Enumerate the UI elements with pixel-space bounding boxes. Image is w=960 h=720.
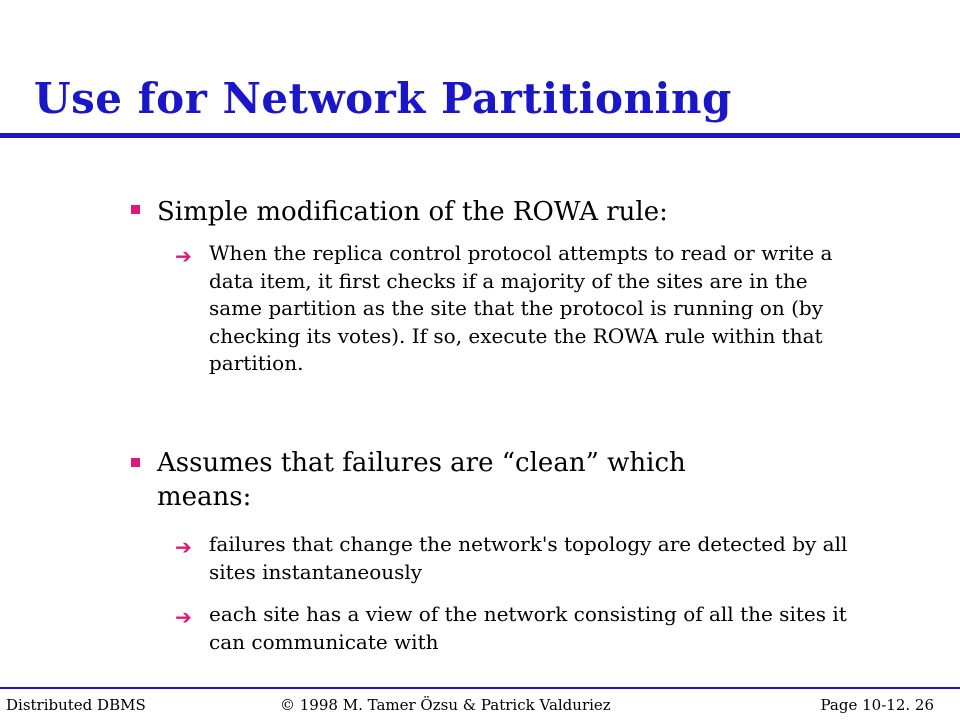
slide-title: Use for Network Partitioning — [34, 74, 732, 123]
footer-page-number: Page 10-12. 26 — [820, 696, 934, 714]
square-bullet-icon — [131, 205, 140, 214]
footer-course: Distributed DBMS — [6, 696, 146, 714]
bullet-2-subitem-1: failures that change the network's topology are detected by all sites instantaneously — [209, 532, 848, 584]
arrow-right-icon: ➔ — [175, 605, 192, 629]
bullet-1-text: Simple modification of the ROWA rule: — [157, 197, 668, 227]
footer-copyright: © 1998 M. Tamer Özsu & Patrick Valduriez — [280, 696, 611, 714]
bullet-2-subitem-2: each site has a view of the network consisting of all the sites it can communicate with — [209, 602, 847, 654]
square-bullet-icon — [131, 458, 140, 467]
bullet-1-subitem-1: When the replica control protocol attempts to read or write a data item, it first checks if a majority of the sites are in the same partition as the site that the protocol is running on (by checking its votes). If so, execute the ROWA rule within that partition. — [209, 241, 833, 375]
bullet-2-text: Assumes that failures are “clean” which means: — [157, 448, 686, 512]
arrow-right-icon: ➔ — [175, 244, 192, 268]
footer-divider — [0, 687, 960, 689]
arrow-right-icon: ➔ — [175, 535, 192, 559]
